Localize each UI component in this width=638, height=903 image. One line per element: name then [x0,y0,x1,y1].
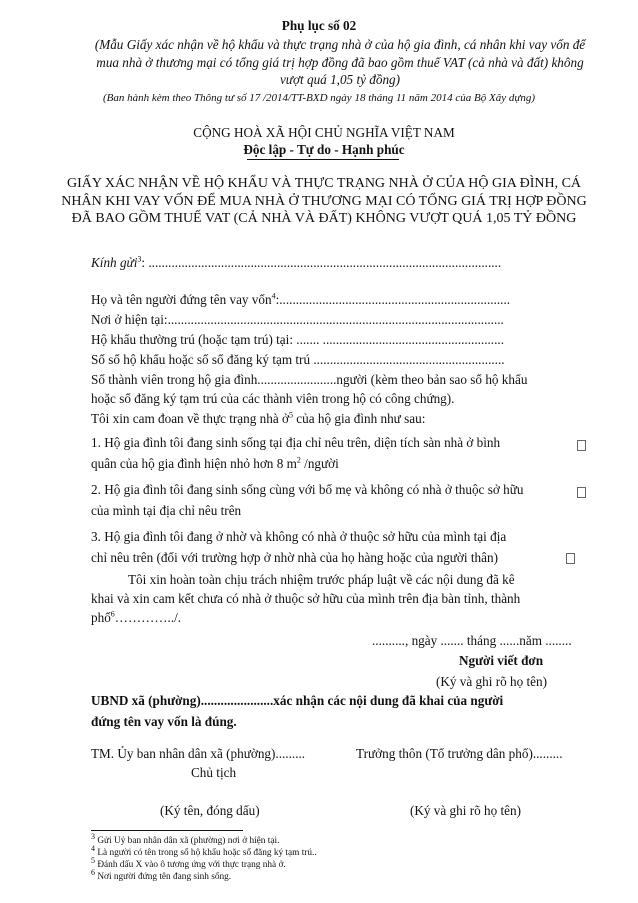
committee-representative: TM. Ủy ban nhân dân xã (phường)......... [91,746,306,761]
borrower-name-label: Họ và tên người đứng tên vay vốn [91,292,272,307]
footnote-num: 5 [91,855,95,865]
document-title: GIẤY XÁC NHẬN VỀ HỘ KHẨU VÀ THỰC TRẠNG NHÀ Ở CỦA HỘ GIA ĐÌNH, CÁ NHÂN KHI VAY VỐN ĐỂ MUA NHÀ Ở THƯƠNG MẠI CÓ TỔNG GIÁ TRỊ HỢP ĐỒNG ĐÃ BAO GỒM THUẾ VAT (CẢ NHÀ VÀ ĐẤT) KHÔNG VƯỢT QUÁ 1,05 TỶ ĐỒNG [61,176,587,226]
option-3-checkbox[interactable] [566,553,575,564]
footnote-6 [91,867,232,884]
footnote-ref-5: 5 [288,410,293,420]
committee-sign-note: (Ký tên, đóng dấu) [160,803,260,818]
date-line: .........., ngày ....... tháng ......năm ........ [372,633,572,648]
motto-underline [247,159,399,160]
responsibility-city: phố [91,610,111,625]
footnote-text: Nơi người đứng tên đang sinh sống. [97,872,232,882]
borrower-name-line [91,291,510,308]
appendix-title: Phụ lục số 02 [281,18,357,33]
footnote-text: Gửi Uỷ ban nhân dân xã (phường) nơi ở hiện tại. [97,836,280,846]
responsibility-line-1: Tôi xin hoàn toàn chịu trách nhiệm trước pháp luật về các nội dung đã kê [128,572,515,587]
country-name: CỘNG HOÀ XÃ HỘI CHỦ NGHĨA VIỆT NAM [193,125,455,140]
footnote-num: 4 [91,843,95,853]
option-3-line-2: chỉ nêu trên (đối với trường hợp ở nhờ nhà của họ hàng hoặc của người thân) [91,550,498,565]
household-registration-line: Hộ khẩu thường trú (hoặc tạm trú) tại: ....... ....................................................... [91,332,504,347]
responsibility-line-3 [91,609,181,626]
commitment-rest: của hộ gia đình như sau: [292,411,426,426]
footnote-ref-3: 3 [137,254,142,264]
borrower-name-field: :...................................................................... [275,292,511,307]
writer-title: Người viết đơn [459,653,544,668]
commitment-label: Tôi xin cam đoan về thực trạng nhà ở [91,411,289,426]
village-head: Trưởng thôn (Tổ trưởng dân phố)......... [356,746,563,761]
issued-by: (Ban hành kèm theo Thông tư số 17 /2014/TT-BXD ngày 18 tháng 11 năm 2014 của Bộ Xây dựng) [103,92,535,104]
footnote-3 [91,831,280,848]
village-head-sign-note: (Ký và ghi rõ họ tên) [410,803,521,818]
recipient-label: Kính gửi [91,255,138,270]
recipient-line [91,254,501,271]
committee-chairman: Chủ tịch [191,765,237,780]
footnote-5 [91,855,286,872]
option-1-unit: /người [300,456,339,471]
responsibility-city-field: …………../. [114,610,182,625]
commitment-line [91,410,425,427]
ubnd-confirmation-line-2: đứng tên vay vốn là đúng. [91,714,237,729]
footnote-num: 6 [91,867,95,877]
option-2-line-1: 2. Hộ gia đình tôi đang sinh sống cùng với bố mẹ và không có nhà ở thuộc sở hữu [91,482,524,497]
footnote-text: Là người có tên trong sổ hộ khẩu hoặc sổ đăng ký tạm trú.. [97,848,317,858]
area-unit-sup: 2 [296,455,301,465]
household-members-note: hoặc sổ đăng ký tạm trú của các thành viên trong hộ có công chứng). [91,391,455,406]
footnote-ref-6: 6 [110,609,115,619]
option-1-checkbox[interactable] [577,440,586,451]
ubnd-confirmation-line-1: UBND xã (phường)......................xác nhận các nội dung đã khai của người [91,693,504,708]
option-3-line-1: 3. Hộ gia đình tôi đang ở nhờ và không có nhà ở thuộc sở hữu của mình tại địa [91,529,507,544]
option-1-line-1: 1. Hộ gia đình tôi đang sinh sống tại địa chỉ nêu trên, diện tích sàn nhà ở bình [91,435,501,450]
option-1-text: quân của hộ gia đình hiện nhỏ hơn 8 m [91,456,297,471]
household-book-number-line: Số sổ hộ khẩu hoặc số sổ đăng ký tạm trú .......................................................... [91,352,505,367]
footnote-ref-4: 4 [271,291,276,301]
option-2-checkbox[interactable] [577,487,586,498]
recipient-field: : ........................................................................................................... [141,255,502,270]
option-2-line-2: của mình tại địa chỉ nêu trên [91,503,242,518]
writer-sign-note: (Ký và ghi rõ họ tên) [436,674,547,689]
household-members-line: Số thành viên trong hộ gia đình........................người (kèm theo bản sao sổ hộ khẩu [91,372,528,387]
current-residence-line: Nơi ở hiện tại:...................................................................................................... [91,312,504,327]
footnote-4 [91,843,317,860]
responsibility-line-2: khai và xin cam kết chưa có nhà ở thuộc sở hữu của mình trên địa bàn tỉnh, thành [91,591,521,606]
footnote-text: Đánh dấu X vào ô tương ứng với thực trạng nhà ở. [97,860,286,870]
footnote-separator [91,830,243,831]
footnote-num: 3 [91,831,95,841]
form-title: (Mẫu Giấy xác nhận về hộ khẩu và thực trạng nhà ở của hộ gia đình, cá nhân khi vay vốn để mua nhà ở thương mại có tổng giá trị hợp đồng đã bao gồm thuế VAT (cả nhà và đất) không vượt quá 1,05 tỷ đồng) [94,37,586,87]
option-1-line-2 [91,455,339,472]
national-motto: Độc lập - Tự do - Hạnh phúc [243,142,405,157]
